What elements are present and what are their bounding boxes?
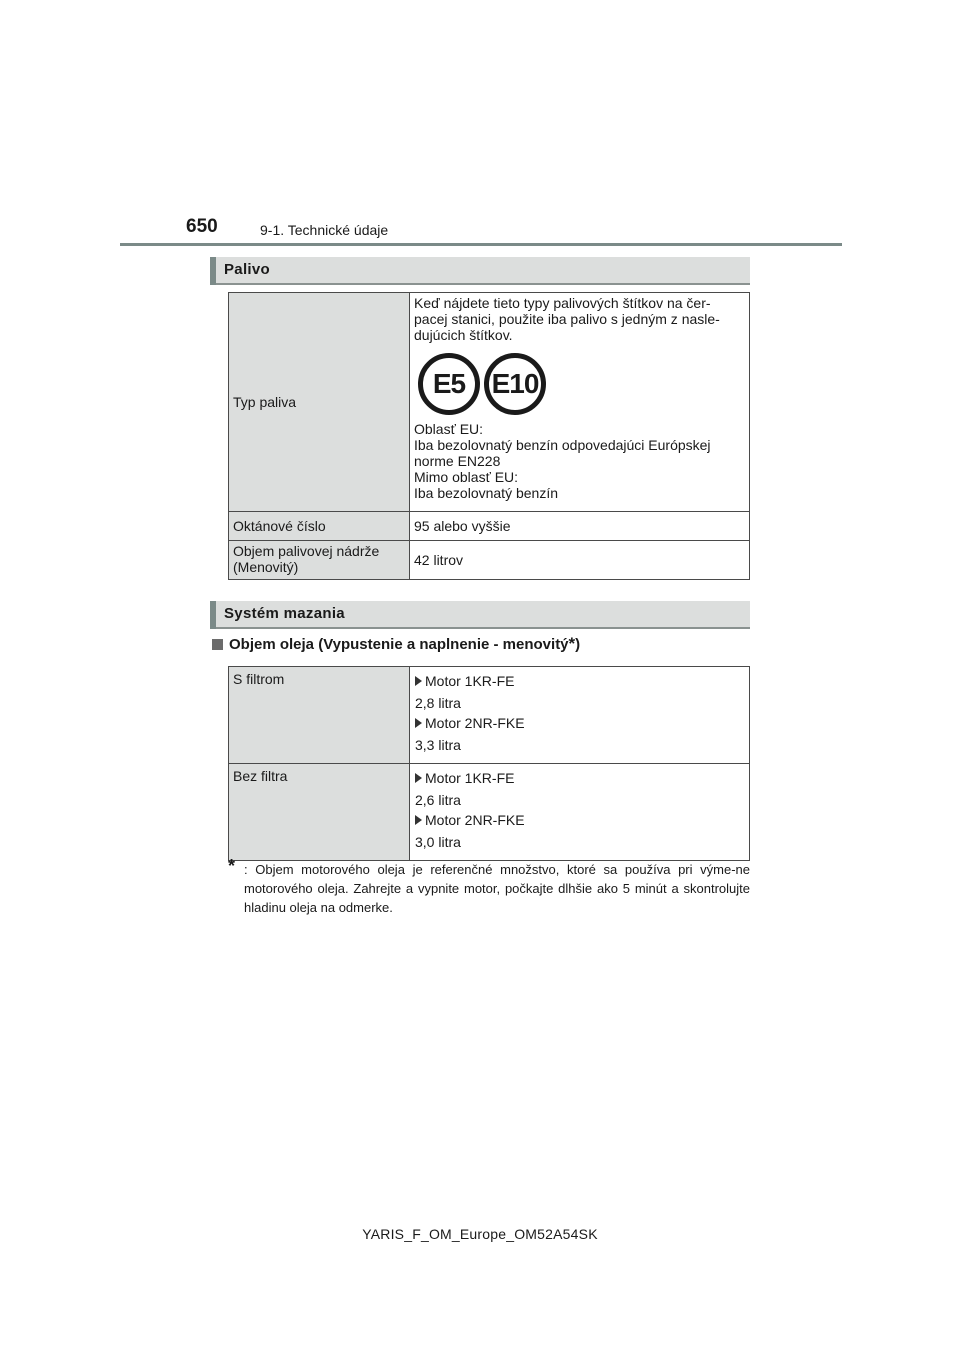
square-bullet-icon <box>212 639 223 650</box>
table-row <box>229 541 750 580</box>
engine-label: Motor 2NR-FKE <box>425 715 525 731</box>
detail-line: Iba bezolovnatý benzín <box>414 485 558 501</box>
arrow-right-icon <box>415 676 422 686</box>
arrow-right-icon <box>415 773 422 783</box>
lubrication-heading-bar <box>210 601 750 629</box>
engine-item <box>414 673 745 689</box>
oil-amount: 3,0 litra <box>415 834 461 850</box>
tank-capacity-value: 42 litrov <box>410 541 750 580</box>
e10-fuel-label-icon: E10 <box>484 353 546 415</box>
table-row <box>229 764 750 861</box>
detail-line: Iba bezolovnatý benzín odpovedajúci Európskej <box>414 437 711 453</box>
header-divider <box>120 243 842 246</box>
e5-fuel-label-icon: E5 <box>418 353 480 415</box>
octane-value: 95 alebo vyššie <box>410 512 750 541</box>
heading-accent <box>210 257 216 285</box>
oil-amount: 2,8 litra <box>415 695 461 711</box>
arrow-right-icon <box>415 718 422 728</box>
fuel-table <box>228 292 750 580</box>
octane-key: Oktánové číslo <box>229 512 410 541</box>
detail-line: Oblasť EU: <box>414 421 484 437</box>
page-number: 650 <box>186 216 218 237</box>
oil-amount: 3,3 litra <box>415 737 461 753</box>
oil-table <box>228 666 750 861</box>
without-filter-key: Bez filtra <box>229 764 410 861</box>
key-line: Objem palivovej nádrže <box>233 543 380 559</box>
without-filter-value <box>410 764 750 861</box>
intro-line: dujúcich štítkov. <box>414 327 513 343</box>
document-id: YARIS_F_OM_Europe_OM52A54SK <box>362 1226 598 1242</box>
oil-capacity-title: Objem oleja (Vypustenie a naplnenie - menovitý <box>229 635 569 653</box>
section-title: 9-1. Technické údaje <box>260 222 389 238</box>
key-line: (Menovitý) <box>233 559 299 575</box>
intro-line: Keď nájdete tieto typy palivových štítkov na čer- <box>414 295 711 311</box>
engine-item <box>414 770 745 786</box>
footnote-mark: * <box>568 634 576 653</box>
intro-line: pacej stanici, použite iba palivo s jedným z nasle- <box>414 311 720 327</box>
table-row <box>229 512 750 541</box>
engine-item <box>414 812 745 828</box>
engine-label: Motor 2NR-FKE <box>425 812 525 828</box>
footnote-star: * <box>228 856 236 876</box>
footnote-text: : Objem motorového oleja je referenčné množstvo, ktoré sa používa pri výme-ne motorového oleja. Zahrejte a vypnite motor, počkajte dlhšie ako 5 minút a skontrolujte hladinu oleja na odmerke. <box>244 862 750 915</box>
table-row <box>229 293 750 512</box>
table-row <box>229 667 750 764</box>
oil-capacity-subheading <box>212 634 580 654</box>
lubrication-heading: Systém mazania <box>224 605 345 622</box>
fuel-heading: Palivo <box>224 261 270 278</box>
heading-accent <box>210 601 216 629</box>
arrow-right-icon <box>415 815 422 825</box>
oil-amount: 2,6 litra <box>415 792 461 808</box>
with-filter-key: S filtrom <box>229 667 410 764</box>
detail-line: Mimo oblasť EU: <box>414 469 519 485</box>
footnote <box>228 856 750 917</box>
engine-item <box>414 715 745 731</box>
engine-label: Motor 1KR-FE <box>425 673 515 689</box>
detail-line: norme EN228 <box>414 453 501 469</box>
fuel-label-badges <box>418 353 745 415</box>
with-filter-value <box>410 667 750 764</box>
fuel-heading-bar <box>210 257 750 285</box>
tank-capacity-key <box>229 541 410 580</box>
engine-label: Motor 1KR-FE <box>425 770 515 786</box>
fuel-type-key: Typ paliva <box>229 293 410 512</box>
fuel-type-value <box>410 293 750 512</box>
oil-capacity-title-close: ) <box>575 635 581 653</box>
